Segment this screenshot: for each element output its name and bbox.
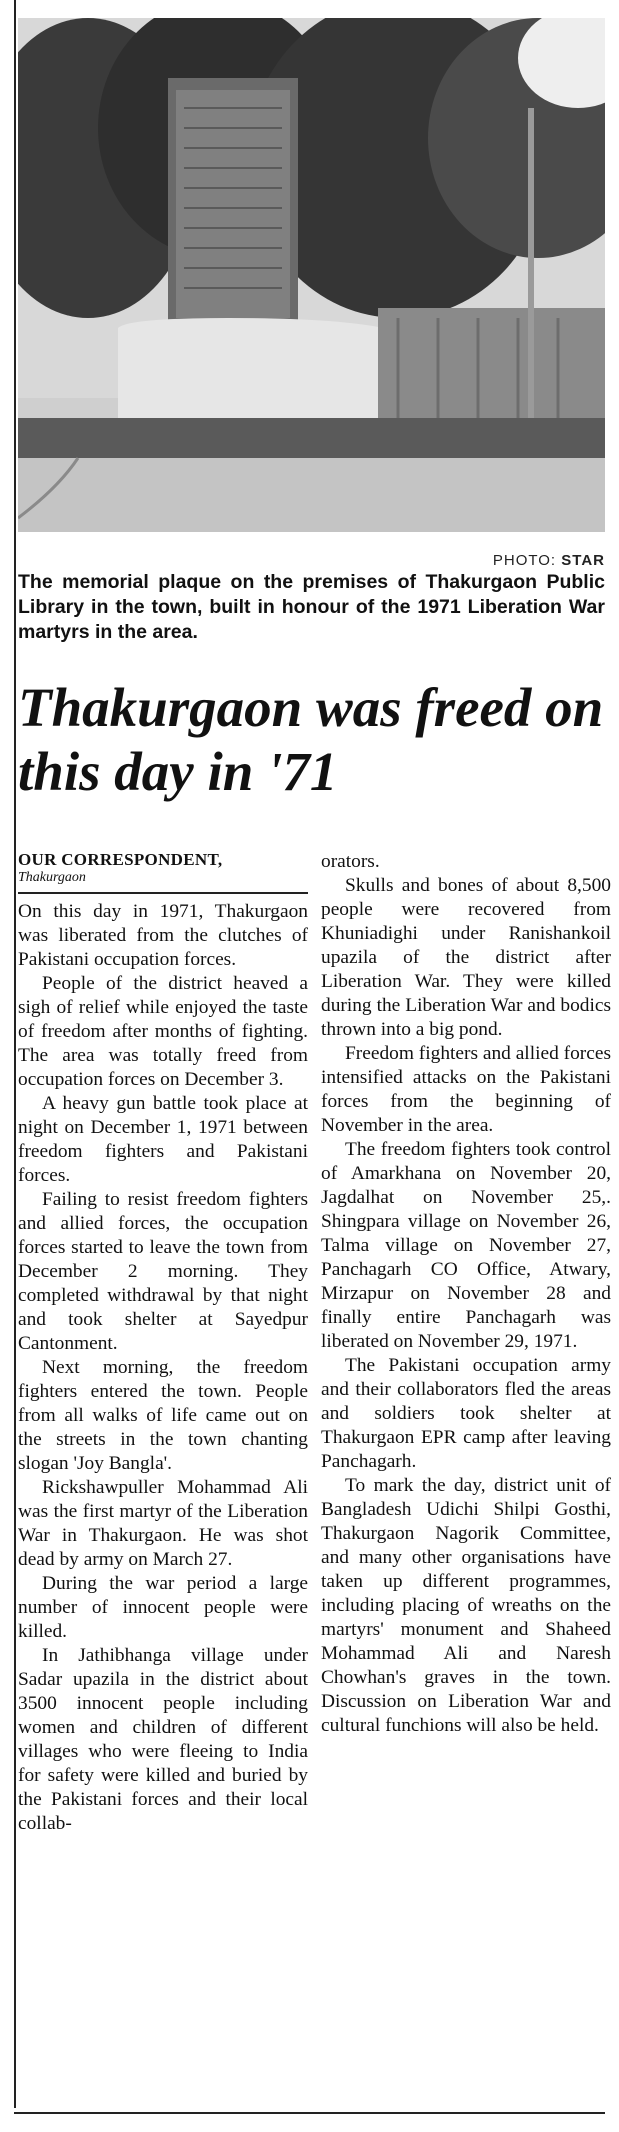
- byline-name: OUR CORRESPONDENT,: [18, 850, 223, 869]
- paragraph: A heavy gun battle took place at night on December 1, 1971 between freedom fighters and Pakistani forces.: [18, 1092, 308, 1186]
- photo-credit-prefix: PHOTO:: [492, 552, 562, 569]
- byline-location: Thakurgaon: [18, 870, 86, 885]
- photo-credit: [493, 552, 605, 569]
- memorial-photo-image: [18, 18, 605, 532]
- byline: [18, 850, 308, 886]
- paragraph: orators.: [321, 851, 380, 872]
- memorial-photo: [18, 18, 605, 532]
- paragraph: In Jathibhanga village under Sadar upazila in the district about 3500 innocent people including women and children of different villages who were fleeing to India for safety were killed and buried by the Pakistani forces and their local collab-: [18, 1644, 308, 1834]
- photo-caption: The memorial plaque on the premises of Thakurgaon Public Library in the town, built in honour of the 1971 Liberation War martyrs in the area.: [18, 571, 605, 643]
- column-rule-left: [14, 0, 16, 2108]
- paragraph: Failing to resist freedom fighters and allied forces, the occupation forces started to leave the town from December 2 morning. They completed withdrawal by that night and took shelter at Sayedpur Cantonment.: [18, 1188, 308, 1354]
- photo-credit-source: STAR: [561, 552, 605, 569]
- paragraph: On this day in 1971, Thakurgaon was liberated from the clutches of Pakistani occupation forces.: [18, 900, 308, 970]
- paragraph: To mark the day, district unit of Bangladesh Udichi Shilpi Gosthi, Thakurgaon Nagorik Committee, and many other organisations have taken up different programmes, including placing of wreaths on the martyrs' monument and Shaheed Mohammad Ali and Naresh Chowhan's graves in the town. Discussion on Liberation War and cultural funchions will also be held.: [321, 1475, 611, 1736]
- byline-divider: [18, 892, 308, 894]
- paragraph: The freedom fighters took control of Amarkhana on November 20, Jagdalhat on November 25,. Shingpara village on November 26, Talma village on November 27, Panchagarh CO Office, Atwary, Mirzapur on November 28 and finally entire Panchagarh was liberated on November 29, 1971.: [321, 1139, 611, 1352]
- paragraph: Skulls and bones of about 8,500 people were recovered from Khuniadighi under Ranishankoil upazila of the district after Liberation War. They were killed during the Liberation War and bodics thrown into a big pond.: [321, 875, 611, 1040]
- paragraph: Freedom fighters and allied forces intensified attacks on the Pakistani forces from the beginning of November in the area.: [321, 1043, 611, 1136]
- paragraph: People of the district heaved a sigh of relief while enjoyed the taste of freedom after months of fighting. The area was totally freed from occupation forces on December 3.: [18, 972, 308, 1090]
- bottom-rule: [14, 2112, 605, 2114]
- article-column-left: [18, 850, 308, 1836]
- paragraph: Next morning, the freedom fighters entered the town. People from all walks of life came out on the streets in the town chanting slogan 'Joy Bangla'.: [18, 1356, 308, 1474]
- article-column-right: [321, 850, 611, 1738]
- paragraph: During the war period a large number of innocent people were killed.: [18, 1572, 308, 1642]
- paragraph: Rickshawpuller Mohammad Ali was the first martyr of the Liberation War in Thakurgaon. He was shot dead by army on March 27.: [18, 1476, 308, 1570]
- headline: Thakurgaon was freed on this day in '71: [18, 677, 604, 802]
- paragraph: The Pakistani occupation army and their collaborators fled the areas and soldiers took shelter at Thakurgaon EPR camp after leaving Panchagarh.: [321, 1355, 611, 1472]
